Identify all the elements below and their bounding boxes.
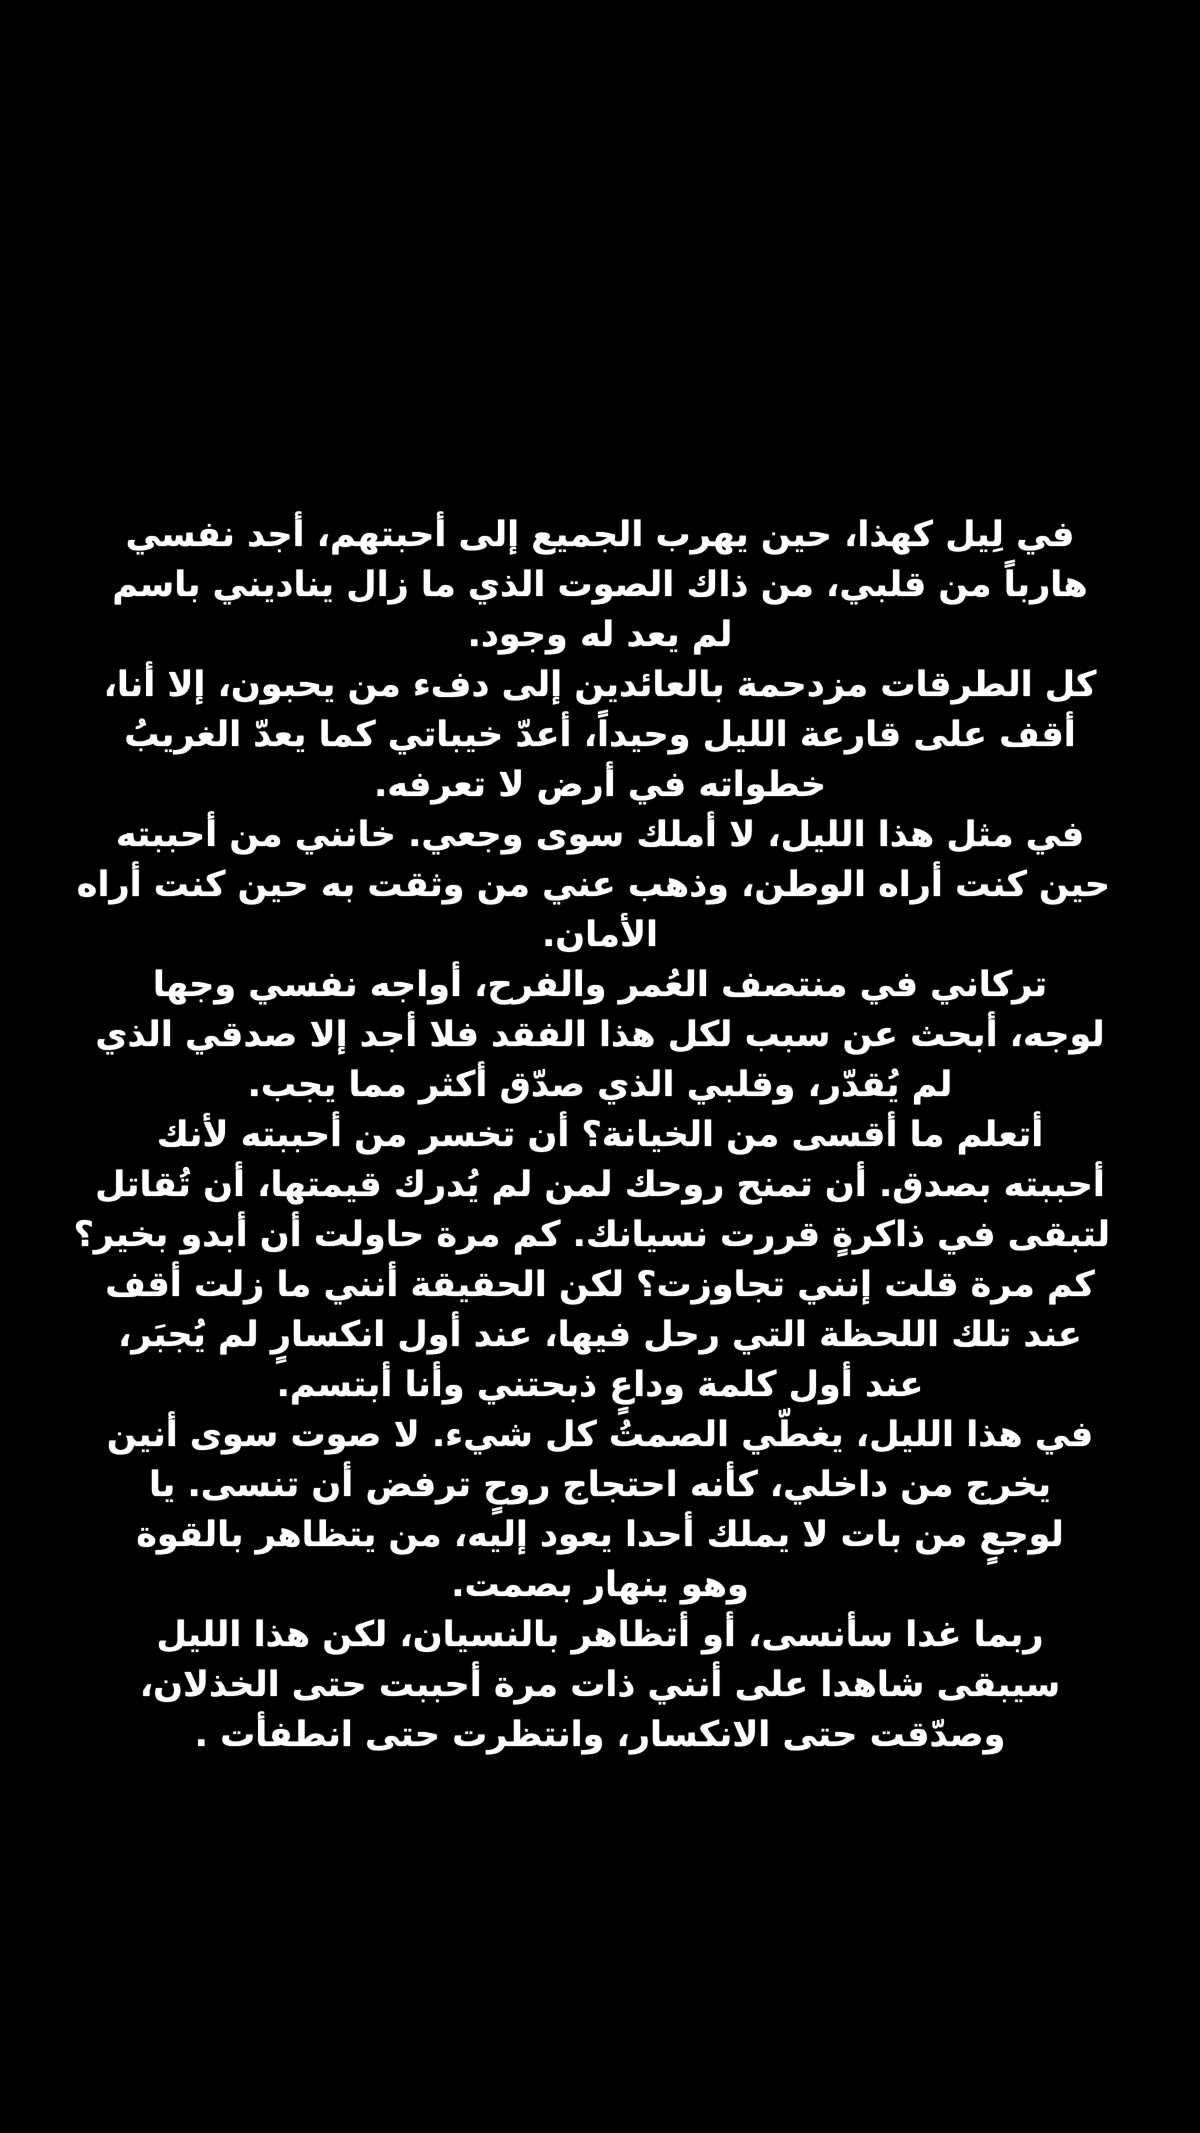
story-line: كم مرة قلت إنني تجاوزت؟ لكن الحقيقة أنني ما زلت أقف	[105, 1265, 1095, 1305]
story-line: لم يُقدّر، وقلبي الذي صدّق أكثر مما يجب.	[247, 1065, 953, 1105]
story-line: لوجه، أبحث عن سبب لكل هذا الفقد فلا أجد إلا صدقي الذي	[95, 1015, 1105, 1055]
story-line: وهو ينهار بصمت.	[451, 1565, 749, 1605]
story-line: أحببته بصدق. أن تمنح روحك لمن لم يُدرك قيمتها، أن تُقاتل	[95, 1165, 1105, 1205]
story-line: لتبقى في ذاكرةٍ قررت نسيانك. كم مرة حاولت أن أبدو بخير؟	[73, 1215, 1110, 1255]
story-line: في مثل هذا الليل، لا أملك سوى وجعي. خانني من أحببته	[115, 815, 1085, 855]
story-line: سيبقى شاهدا على أنني ذات مرة أحببت حتى الخذلان،	[139, 1665, 1061, 1705]
story-line: لم يعد له وجود.	[467, 615, 733, 655]
story-text	[73, 510, 1110, 1760]
story-line: ربما غدا سأنسى، أو أتظاهر بالنسيان، لكن هذا الليل	[156, 1615, 1044, 1655]
story-line: خطواته في أرض لا تعرفه.	[373, 765, 827, 805]
story-line: عند أول كلمة وداعٍ ذبحتني وأنا أبتسم.	[276, 1365, 924, 1405]
story-line: يخرج من داخلي، كأنه احتجاج روحٍ ترفض أن تنسى. يا	[149, 1465, 1051, 1505]
story-line: عند تلك اللحظة التي رحل فيها، عند أول انكسارٍ لم يُجبَر،	[118, 1315, 1082, 1355]
story-line: تركاني في منتصف العُمر والفرح، أواجه نفسي وجها	[152, 965, 1048, 1005]
story-line: في هذا الليل، يغطّي الصمتُ كل شيء. لا صوت سوى أنين	[106, 1415, 1094, 1455]
story-line: هارباً من قلبي، من ذاك الصوت الذي ما زال يناديني باسم	[112, 565, 1088, 605]
story-line: حين كنت أراه الوطن، وذهب عني من وثقت به حين كنت أراه	[76, 865, 1110, 905]
story-line: لوجعٍ من بات لا يملك أحدا يعود إليه، من يتظاهر بالقوة	[136, 1515, 1064, 1555]
story-line: في لِيل كهذا، حين يهرب الجميع إلى أحبتهم، أجد نفسي	[125, 515, 1075, 555]
story-line: أتعلم ما أقسى من الخيانة؟ أن تخسر من أحببته لأنك	[156, 1115, 1044, 1155]
story-line: الأمان.	[541, 915, 659, 955]
story-line: وصدّقت حتى الانكسار، وانتظرت حتى انطفأت .	[194, 1715, 1006, 1755]
story-line: أقف على قارعة الليل وحيداً، أعدّ خيباتي كما يعدّ الغريبُ	[124, 715, 1076, 755]
story-line: كل الطرقات مزدحمة بالعائدين إلى دفء من يحبون، إلا أنا،	[103, 665, 1097, 705]
